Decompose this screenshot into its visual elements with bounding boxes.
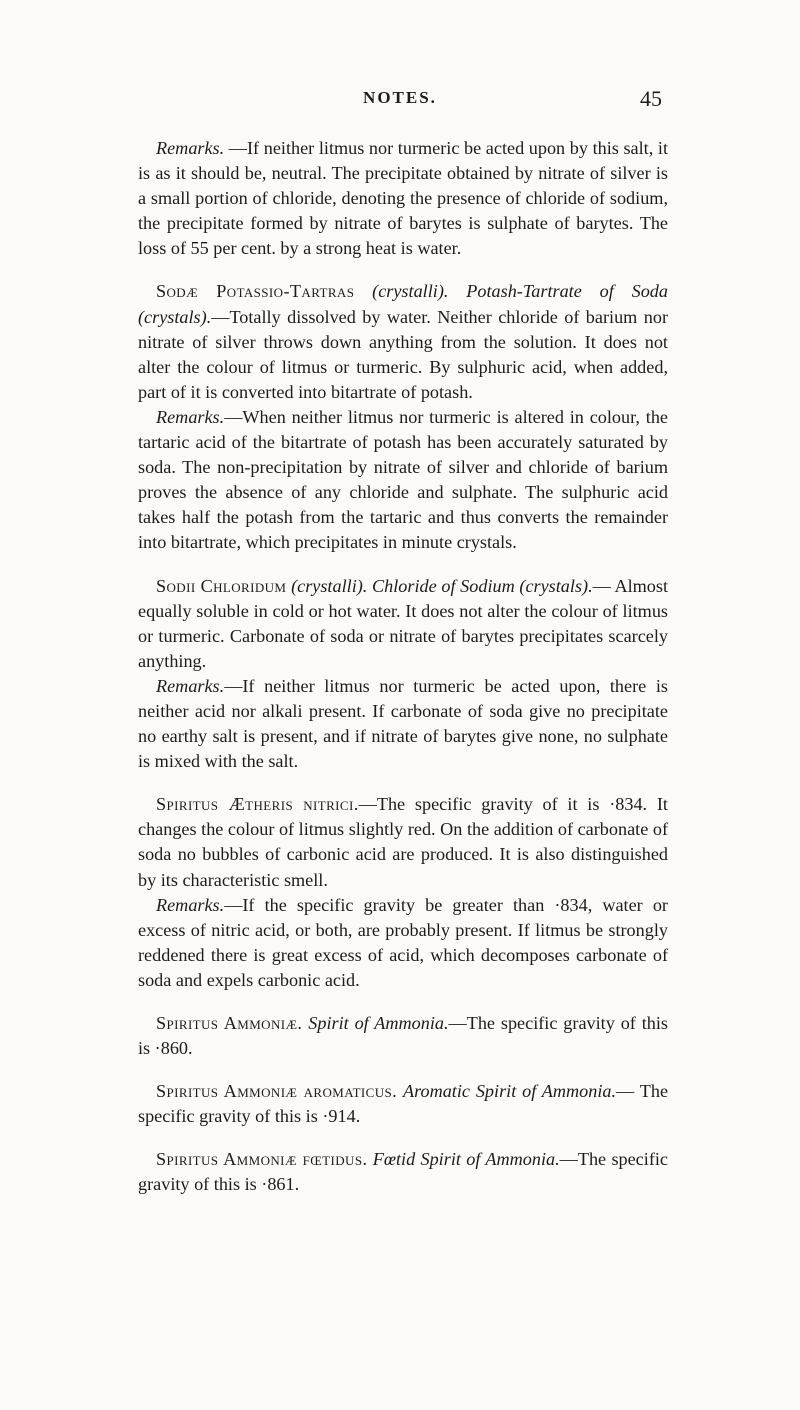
entry-spiritus-ammoniae xyxy=(138,1011,668,1061)
english-name: Fœtid Spirit of Ammonia. xyxy=(372,1149,560,1170)
paragraph-text: —If neither litmus nor turmeric be acted upon by this salt, it is as it should be, neutral. The precipitate obtained by nitrate of silver is a small portion of chloride, denoting the presence of chloride of sodium, the precipitate formed by nitrate of barytes is sulphate of barytes. The loss of 55 per cent. by a strong heat is water. xyxy=(138,138,668,259)
remarks-paragraph-2 xyxy=(138,405,668,556)
latin-name: Spiritus Ammoniæ aromaticus. xyxy=(156,1081,398,1102)
latin-name: Sodii Chloridum xyxy=(156,575,287,596)
paragraph-text: — Almost equally soluble in cold or hot water. It does not alter the colour of litmus or turmeric. Carbonate of soda or nitrate of barytes precipitates scarcely anything. xyxy=(138,575,669,671)
paragraph-text: —When neither litmus nor turmeric is altered in colour, the tartaric acid of the bitartrate of potash has been accurately saturated by soda. The non-precipitation by nitrate of silver and chloride of barium proves the absence of any chloride and sulphate. The sulphuric acid takes half the potash from the tartaric and thus converts the remainder into bitartrate, which precipitates in minute crystals. xyxy=(138,406,668,553)
latin-form: (crystalli). xyxy=(291,575,368,596)
latin-name: Spiritus Ammoniæ fœtidus. xyxy=(156,1149,368,1170)
entry-soda-potassio-tartras xyxy=(138,279,668,404)
english-name: Potash-Tartrate of Soda (crystals). xyxy=(138,281,668,327)
remarks-label: Remarks. xyxy=(156,406,225,427)
latin-name: Sodæ Potassio-Tartras xyxy=(156,281,355,302)
latin-form: (crystalli). xyxy=(372,281,449,302)
paragraph-text: —If neither litmus nor turmeric be acted upon, there is neither acid nor alkali present. If carbonate of soda give no precipitate no earthy salt is present, and if nitrate of barytes give none, no sulphate is mixed with the salt. xyxy=(138,675,668,772)
english-name: Spirit of Ammonia. xyxy=(308,1013,449,1033)
remarks-label: Remarks. xyxy=(156,138,225,158)
paragraph-text: —Totally dissolved by water. Neither chloride of barium nor nitrate of silver throws down anything from the solution. It does not alter the colour of litmus or turmeric. By sulphuric acid, when added, part of it is converted into bitartrate of potash. xyxy=(138,306,668,402)
running-head-title: NOTES. xyxy=(363,88,437,107)
latin-name: Spiritus Ætheris nitrici. xyxy=(156,794,359,815)
remarks-paragraph-1 xyxy=(138,136,668,261)
paragraph-text: — The specific gravity of this is ·914. xyxy=(138,1081,669,1127)
latin-name: Spiritus Ammoniæ. xyxy=(156,1013,303,1033)
remarks-paragraph-3 xyxy=(138,674,668,774)
page-number: 45 xyxy=(640,86,662,111)
body-text xyxy=(138,136,668,1198)
paragraph-text: —The specific gravity of this is ·860. xyxy=(138,1013,668,1059)
paragraph-text: —The specific gravity of this is ·861. xyxy=(138,1149,668,1195)
running-head xyxy=(0,86,800,116)
remarks-label: Remarks. xyxy=(156,894,225,915)
paragraph-text: —If the specific gravity be greater than ·834, water or excess of nitric acid, or both, are probably present. If litmus be strongly reddened there is great excess of acid, which decomposes carbonate of soda and expels carbonic acid. xyxy=(138,894,668,990)
entry-spiritus-ammoniae-aromaticus xyxy=(138,1079,668,1129)
english-name: Aromatic Spirit of Ammonia. xyxy=(402,1081,617,1102)
remarks-label: Remarks. xyxy=(156,675,225,696)
paragraph-text: —The specific gravity of it is ·834. It changes the colour of litmus slightly red. On the addition of carbonate of soda no bubbles of carbonic acid are produced. It is also distinguished by its characteristic smell. xyxy=(138,794,668,890)
english-name: Chloride of Sodium (crystals). xyxy=(372,575,593,596)
entry-spiritus-aetheris-nitrici xyxy=(138,792,668,892)
entry-spiritus-ammoniae-foetidus xyxy=(138,1147,668,1197)
remarks-paragraph-4 xyxy=(138,893,668,993)
entry-sodii-chloridum xyxy=(138,574,668,674)
